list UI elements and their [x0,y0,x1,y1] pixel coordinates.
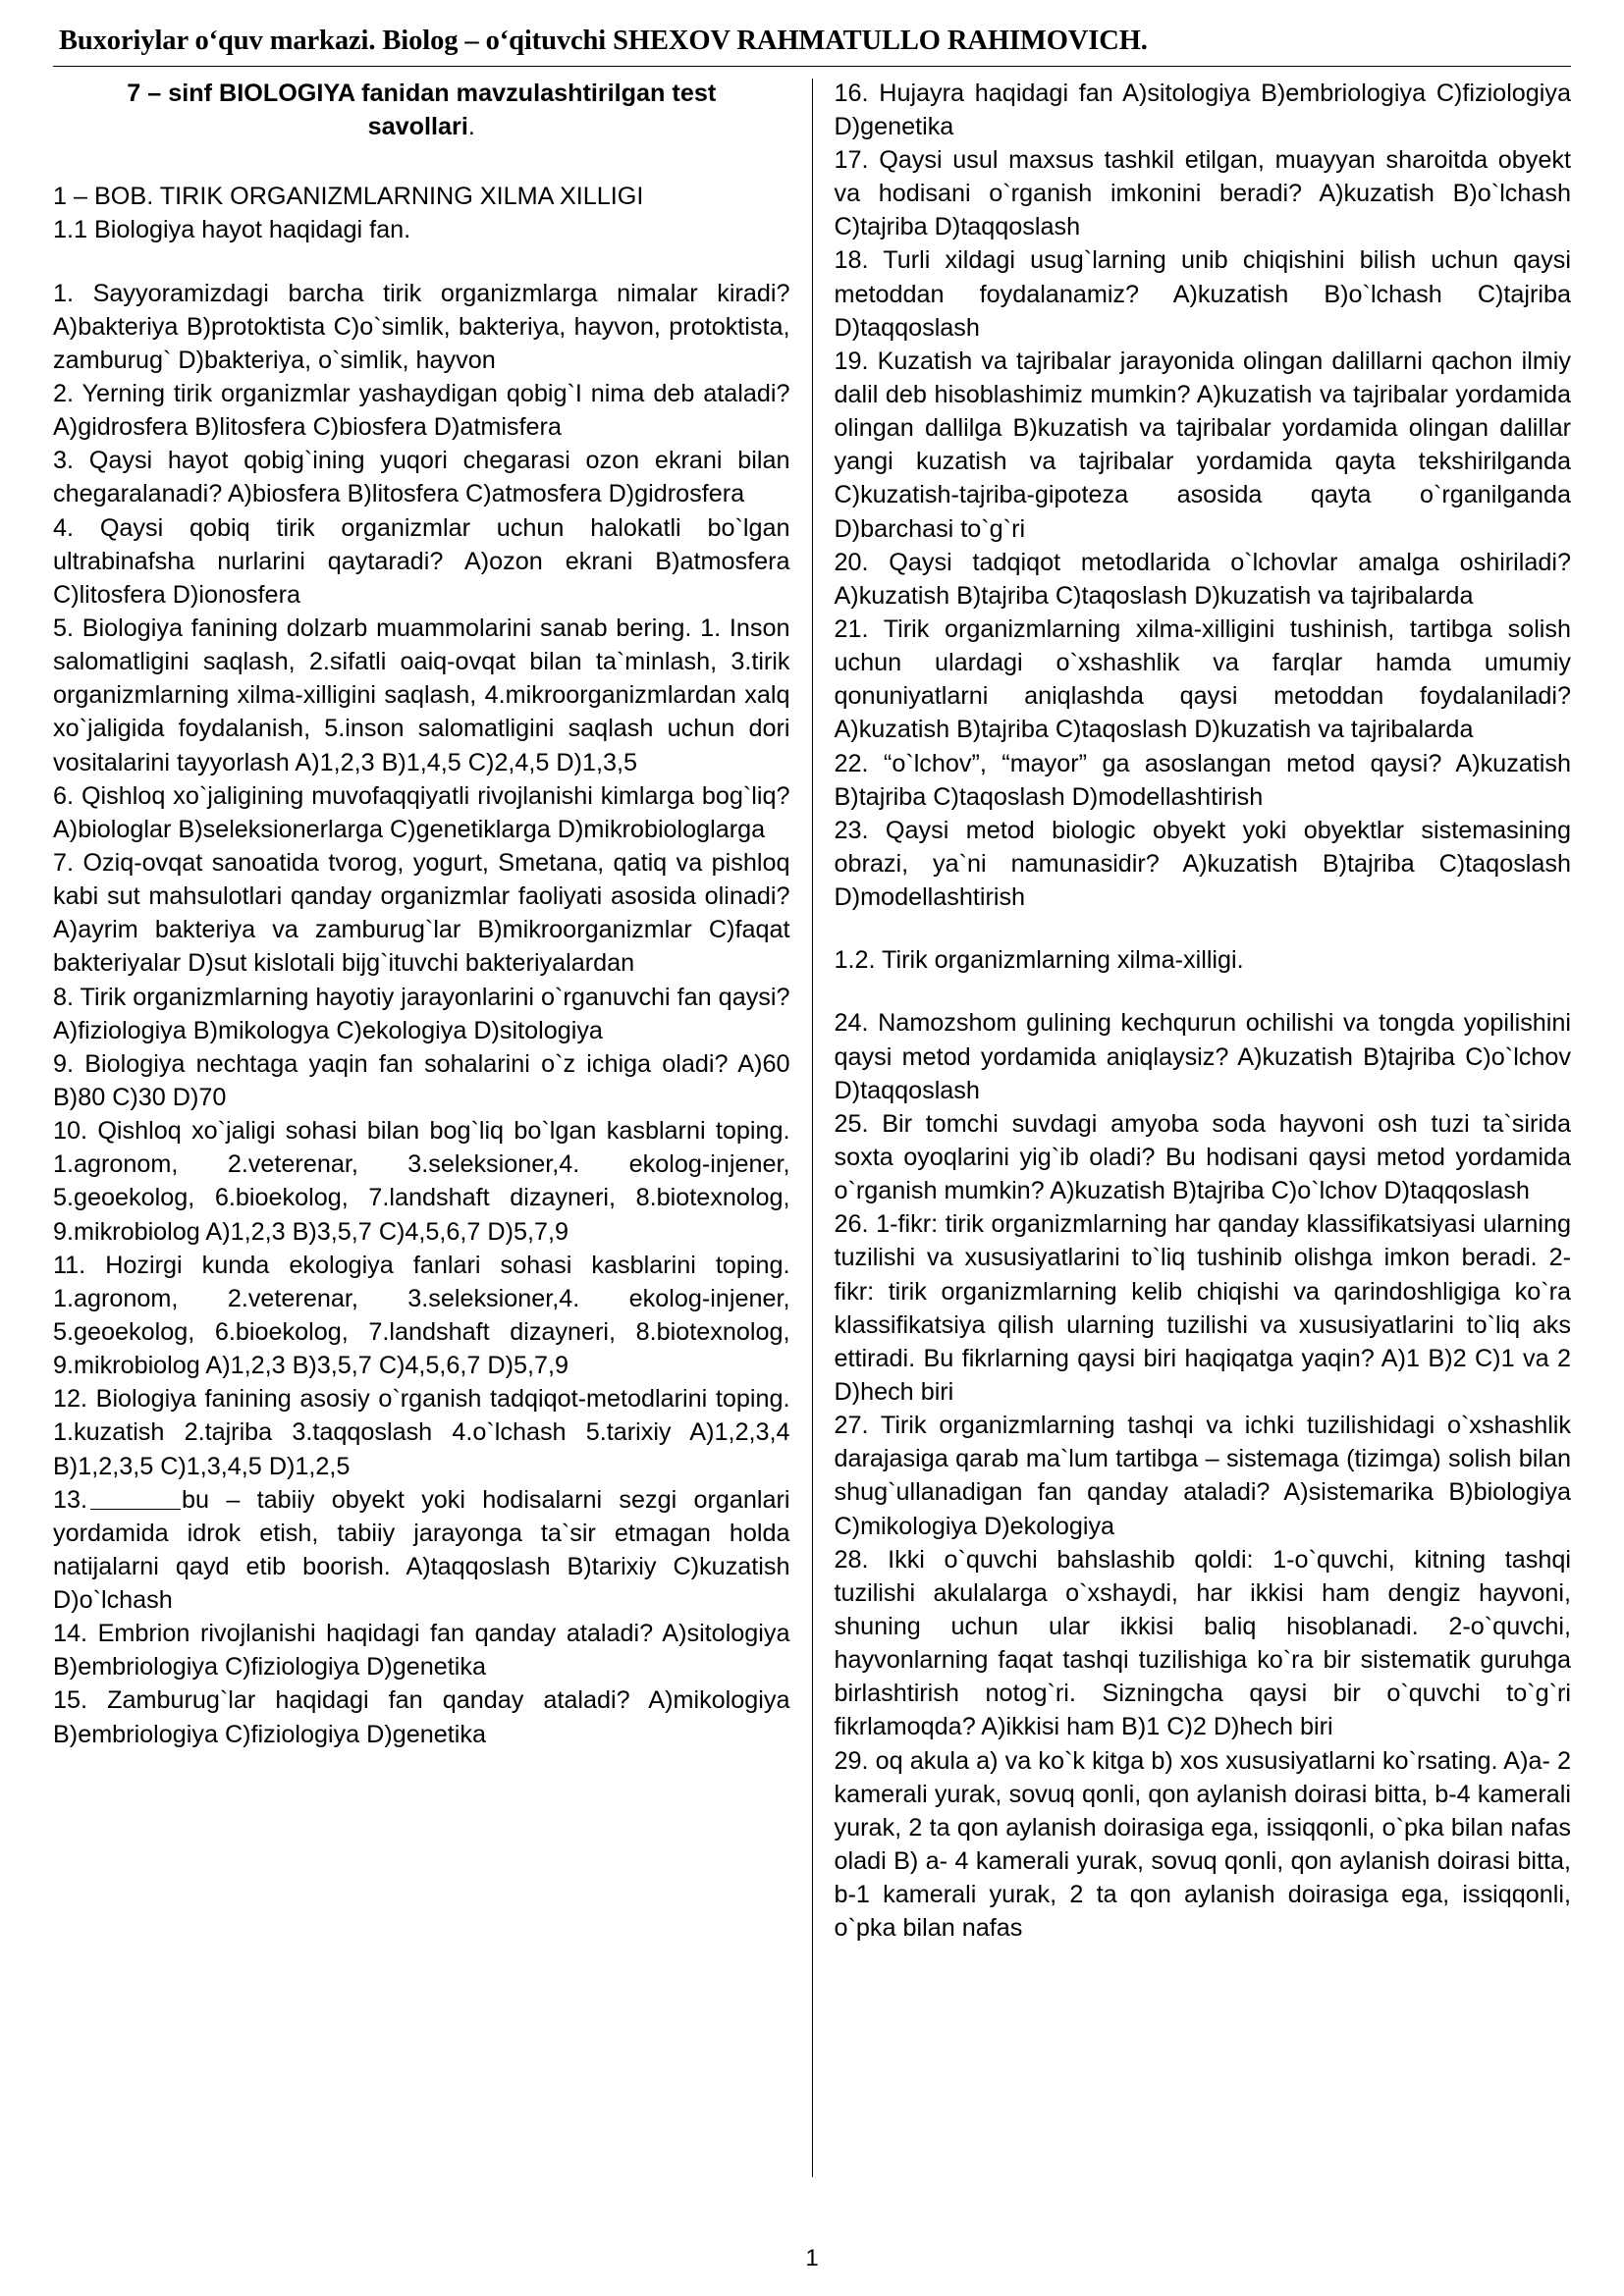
two-column-body [53,77,1571,2177]
question-item: 20. Qaysi tadqiqot metodlarida o`lchovlar amalga oshiriladi? A)kuzatish B)tajriba C)taqoslash D)kuzatish va tajribalarda [834,548,1571,610]
question-item: 26. 1-fikr: tirik organizmlarning har qanday klassifikatsiyasi ularning tuzilishi va xususiyatlarini to`liq tushinib olishga imkon beradi. 2-fikr: tirik organizmlarning kelib chiqishi va qarindoshligiga ko`ra klassifikatsiya qilish ularning tuzilishi va xususiyatlarini to`liq aks ettiradi. Bu fikrlarning qaysi biri haqiqatga yaqin? A)1 B)2 C)1 va 2 D)hech biri [834,1210,1571,1406]
question-item: 22. “o`lchov”, “mayor” ga asoslangan metod qaysi? A)kuzatish B)tajriba C)taqoslash D)modellashtirish [834,749,1571,811]
question-item: 3. Qaysi hayot qobig`ining yuqori chegarasi ozon ekrani bilan chegaralanadi? A)biosfera B)litosfera C)atmosfera D)gidrosfera [53,447,790,508]
question-item: 6. Qishloq xo`jaligining muvofaqqiyatli rivojlanishi kimlarga bog`liq? A)biologlar B)seleksionerlarga C)genetiklarga D)mikrobiologlarga [53,781,790,843]
question-item: 8. Tirik organizmlarning hayotiy jarayonlarini o`rganuvchi fan qaysi?A)fiziologiya B)mikologya C)ekologiya D)sitologiya [53,983,790,1044]
spacer [835,977,1572,1006]
left-column [53,77,812,2177]
chapter-heading: 1 – BOB. TIRIK ORGANIZMLARNING XILMA XILLIGI [53,183,644,211]
question-13-number: 13. [53,1485,88,1514]
question-item: 2. Yerning tirik organizmlar yashaydigan qobig`I nima deb ataladi? A)gidrosfera B)litosfera C)biosfera D)atmisfera [53,380,790,442]
question-item: 5. Biologiya fanining dolzarb muammolarini sanab bering. 1. Inson salomatligini saqlash, 2.sifatli oaiq-ovqat bilan ta`minlash, 3.tirik organizmlarning xilma-xilligini saqlash, 4.mikroorganizmlardan xalq xo`jaligida foydalanish, 5.inson salomatligini saqlash uchun dori vositalarini tayyorlash A)1,2,3 B)1,4,5 C)2,4,5 D)1,3,5 [53,614,790,776]
question-item: 23. Qaysi metod biologic obyekt yoki obyektlar sistemasining obrazi, ya`ni namunasidir? A)kuzatish B)tajriba C)taqoslash D)modellashtirish [834,816,1571,912]
question-item: 7. Oziq-ovqat sanoatida tvorog, yogurt, Smetana, qatiq va pishloq kabi sut mahsulotlari qanday organizmlar faoliyati asosida olinadi? A)ayrim bakteriya va zamburug`lar B)mikroorganizmlar C)faqat bakteriyalar D)sut kislotali bijg`ituvchi bakteriyalardan [53,848,790,978]
question-item: 18. Turli xildagi usug`larning unib chiqishini bilish uchun qaysi metoddan foydalanamiz? A)kuzatish B)o`lchash C)tajriba D)taqqoslash [834,246,1571,342]
spacer [835,914,1572,943]
test-title [53,77,790,144]
question-item: 24. Namozshom gulining kechqurun ochilishi va tongda yopilishini qaysi metod yordamida aniqlaysiz? A)kuzatish B)tajriba C)o`lchov D)taqqoslash [834,1009,1571,1104]
question-item: 4. Qaysi qobiq tirik organizmlar uchun halokatli bo`lgan ultrabinafsha nurlarini qaytaradi? A)ozon ekrani B)atmosfera C)litosfera D)ionosfera [53,513,790,609]
question-item: 10. Qishloq xo`jaligi sohasi bilan bog`liq bo`lgan kasblarni toping. 1.agronom, 2.veterenar, 3.seleksioner,4. ekolog-injener, 5.geoekolog, 6.bioekolog, 7.landshaft dizayneri, 8.biotexnolog, 9.mikrobiolog A)1,2,3 B)3,5,7 C)4,5,6,7 D)5,7,9 [53,1117,790,1246]
section-heading-1-1: 1.1 Biologiya hayot haqidagi fan. [53,216,411,244]
test-title-period: . [467,113,475,141]
question-item-13 [53,1483,790,1618]
question-item: 15. Zamburug`lar haqidagi fan qanday ataladi? A)mikologiya B)embriologiya C)fiziologiya D)genetika [53,1686,790,1748]
question-item: 29. oq akula a) va ko`k kitga b) xos xususiyatlarni ko`rsating. A)a- 2 kamerali yurak, sovuq qonli, qon aylanish doirasi bitta, b-4 kamerali yurak, 2 ta qon aylanish doirasiga ega, issiqqonli, o`pka bilan nafas oladi B) a- 4 kamerali yurak, sovuq qonli, qon aylanish doirasi bitta, b-1 kamerali yurak, 2 ta qon aylanish doirasiga ega, issiqqonli, o`pka bilan nafas [834,1746,1571,1943]
section-heading-1-2: 1.2. Tirik organizmlarning xilma-xilligi. [834,946,1244,975]
fill-in-blank [90,1485,181,1509]
question-item: 19. Kuzatish va tajribalar jarayonida olingan dalillarni qachon ilmiy dalil deb hisoblashimiz mumkin? A)kuzatish va tajribalar yordamida olingan dallilga B)kuzatish va tajribalar yordamida olingan dalillar yangi kuzatish va tajribalar yordamida qayta tekshirilganda C)kuzatish-tajriba-gipoteza asosida qayta o`rganilganda D)barchasi to`g`ri [834,347,1571,543]
question-item: 17. Qaysi usul maxsus tashkil etilgan, muayyan sharoitda obyekt va hodisani o`rganish imkonini beradi? A)kuzatish B)o`lchash C)tajriba D)taqqoslash [834,146,1571,241]
question-item: 9. Biologiya nechtaga yaqin fan sohalarini o`z ichiga oladi? A)60 B)80 C)30 D)70 [53,1049,790,1111]
header-divider [53,66,1571,67]
question-item: 12. Biologiya fanining asosiy o`rganish tadqiqot-metodlarini toping. 1.kuzatish 2.tajriba 3.taqqoslash 4.o`lchash 5.tarixiy A)1,2,3,4 B)1,2,3,5 C)1,3,4,5 D)1,2,5 [53,1385,790,1480]
question-item: 21. Tirik organizmlarning xilma-xilligini tushinish, tartibga solish uchun ulardagi o`xshashlik va farqlar hamda umumiy qonuniyatlarni aniqlashda qaysi metoddan foydalaniladi? A)kuzatish B)tajriba C)taqoslash D)kuzatish va tajribalarda [834,615,1571,744]
spacer [53,247,790,277]
page-number: 1 [805,2245,819,2271]
document-header-title: Buxoriylar o‘quv markazi. Biolog – o‘qituvchi SHEXOV RAHMATULLO RAHIMOVICH. [59,26,1148,56]
test-title-line1: 7 – sinf BIOLOGIYA fanidan mavzulashtirilgan test [127,79,717,107]
test-title-line2: savollari [367,113,468,141]
question-item: 14. Embrion rivojlanishi haqidagi fan qanday ataladi? A)sitologiya B)embriologiya C)fiziologiya D)genetika [53,1620,790,1682]
question-item: 25. Bir tomchi suvdagi amyoba soda hayvoni osh tuzi ta`sirida soxta oyoqlarini yig`ib oladi? Bu hodisani qaysi metod yordamida o`rganish mumkin? A)kuzatish B)tajriba C)o`lchov D)taqqoslash [834,1109,1571,1205]
question-item: 28. Ikki o`quvchi bahslashib qoldi: 1-o`quvchi, kitning tashqi tuzilishi akulalarga o`xshaydi, har ikkisi ham dengiz hayvoni, shuning uchun ular ikkisi baliq hisoblanadi. 2-o`quvchi, hayvonlarning faqat tashqi tuzilishiga ko`ra bir sistematik guruhga birlashtirish notog`ri. Sizningcha qaysi bir o`quvchi to`g`ri fikrlamoqda? A)ikkisi ham B)1 C)2 D)hech biri [834,1545,1571,1741]
question-item: 16. Hujayra haqidagi fan A)sitologiya B)embriologiya C)fiziologiya D)genetika [834,79,1571,140]
right-column [813,77,1572,2177]
question-13-body: bu – tabiiy obyekt yoki hodisalarni sezgi organlari yordamida idrok etish, tabiiy jarayonga ta`sir etmagan holda natijalarni qayd etib boorish. A)taqqoslash B)tarixiy C)kuzatish D)o`lchash [53,1485,790,1615]
spacer [53,147,790,180]
question-item: 11. Hozirgi kunda ekologiya fanlari sohasi kasblarini toping. 1.agronom, 2.veterenar, 3.seleksioner,4. ekolog-injener, 5.geoekolog, 6.bioekolog, 7.landshaft dizayneri, 8.biotexnolog, 9.mikrobiolog A)1,2,3 B)3,5,7 C)4,5,6,7 D)5,7,9 [53,1251,790,1380]
question-item: 27. Tirik organizmlarning tashqi va ichki tuzilishidagi o`xshashlik darajasiga qarab ma`lum tartibga – sistemaga (tizimga) solish bilan shug`ullanadigan fan qanday ataladi? A)sistemarika B)biologiya C)mikologiya D)ekologiya [834,1412,1571,1540]
question-item: 1. Sayyoramizdagi barcha tirik organizmlarga nimalar kiradi? A)bakteriya B)protoktista C)o`simlik, bakteriya, hayvon, protoktista, zamburug` D)bakteriya, o`simlik, hayvon [53,279,790,374]
